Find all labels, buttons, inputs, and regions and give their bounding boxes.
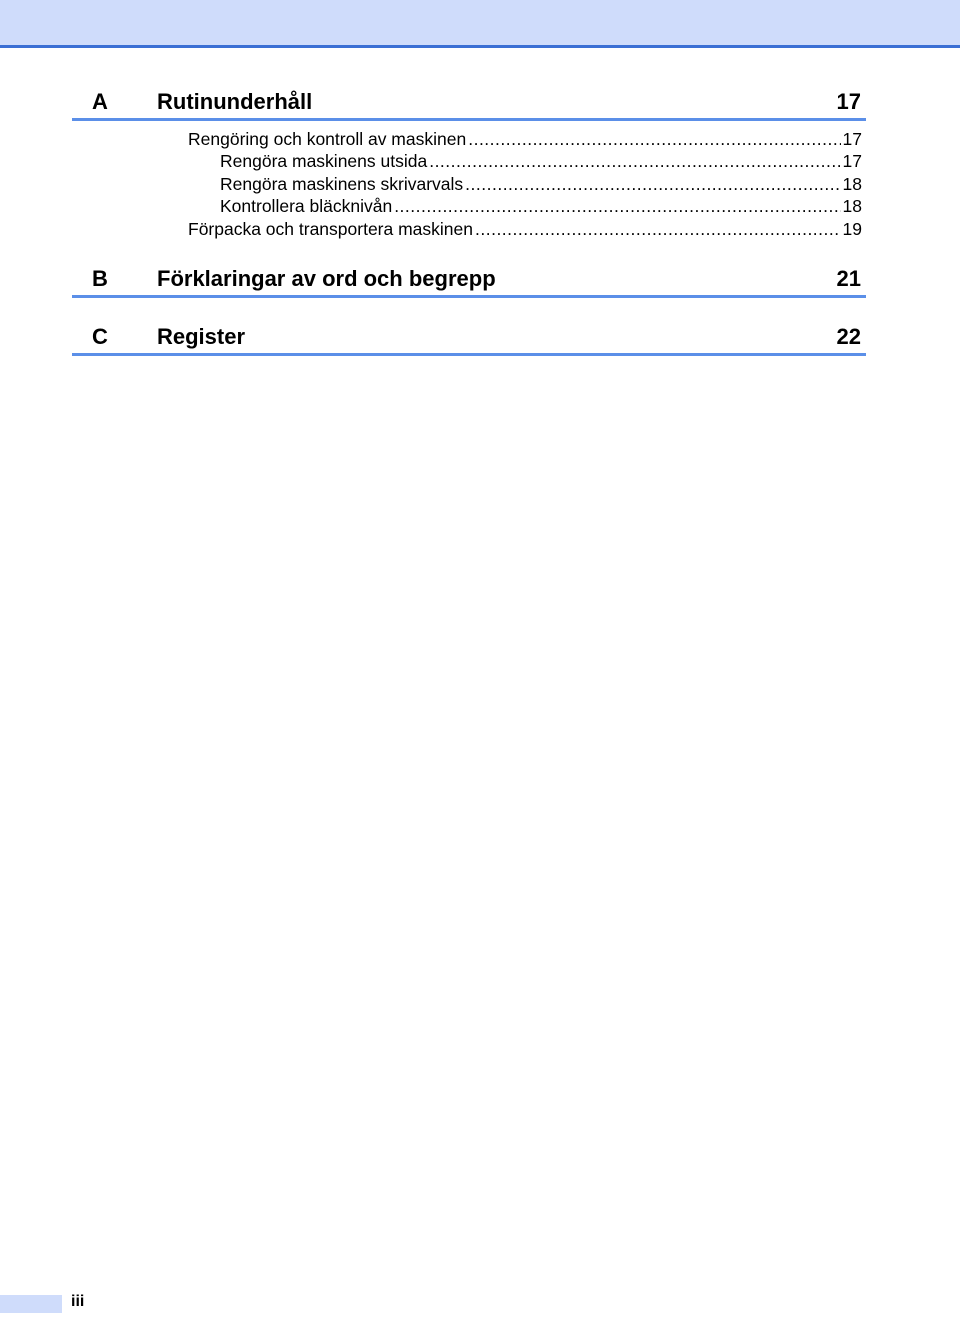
chapter-title: Register	[157, 324, 246, 349]
toc-entry-title: Rengöra maskinens skrivarvals	[220, 174, 464, 194]
toc-entry-title: Rengöra maskinens utsida	[220, 151, 428, 171]
header-band	[0, 0, 960, 48]
chapter-letter: B	[92, 266, 108, 291]
chapter-title: Förklaringar av ord och begrepp	[157, 266, 496, 291]
dot-leader	[394, 196, 840, 217]
toc-chapter-c[interactable]	[72, 321, 866, 356]
footer-tab	[0, 1295, 62, 1313]
toc-entry[interactable]	[188, 129, 862, 151]
toc-entry-page: 17	[842, 151, 862, 171]
chapter-page-number: 21	[836, 266, 861, 291]
toc-entry[interactable]	[220, 174, 862, 196]
toc-entry-title: Kontrollera bläcknivån	[220, 196, 393, 216]
chapter-title: Rutinunderhåll	[157, 89, 313, 114]
toc-entry-page: 17	[842, 129, 862, 149]
chapter-letter: A	[92, 89, 108, 114]
toc-entry[interactable]	[220, 196, 862, 218]
dot-leader	[468, 129, 840, 150]
toc-entry[interactable]	[188, 219, 862, 241]
toc-entry-page: 18	[842, 174, 862, 194]
dot-leader	[429, 151, 840, 172]
toc-entry-title: Rengöring och kontroll av maskinen	[188, 129, 467, 149]
chapter-letter: C	[92, 324, 108, 349]
toc-entry-page: 19	[842, 219, 862, 239]
toc-chapter-a[interactable]	[72, 86, 866, 121]
toc-chapter-b[interactable]	[72, 263, 866, 298]
footer-page-number: iii	[71, 1293, 85, 1310]
dot-leader	[465, 174, 840, 195]
toc-entry-page: 18	[842, 196, 862, 216]
chapter-page-number: 17	[836, 89, 861, 114]
toc-entry[interactable]	[220, 151, 862, 173]
chapter-page-number: 22	[836, 324, 861, 349]
toc-entry-title: Förpacka och transportera maskinen	[188, 219, 473, 239]
dot-leader	[475, 219, 841, 240]
